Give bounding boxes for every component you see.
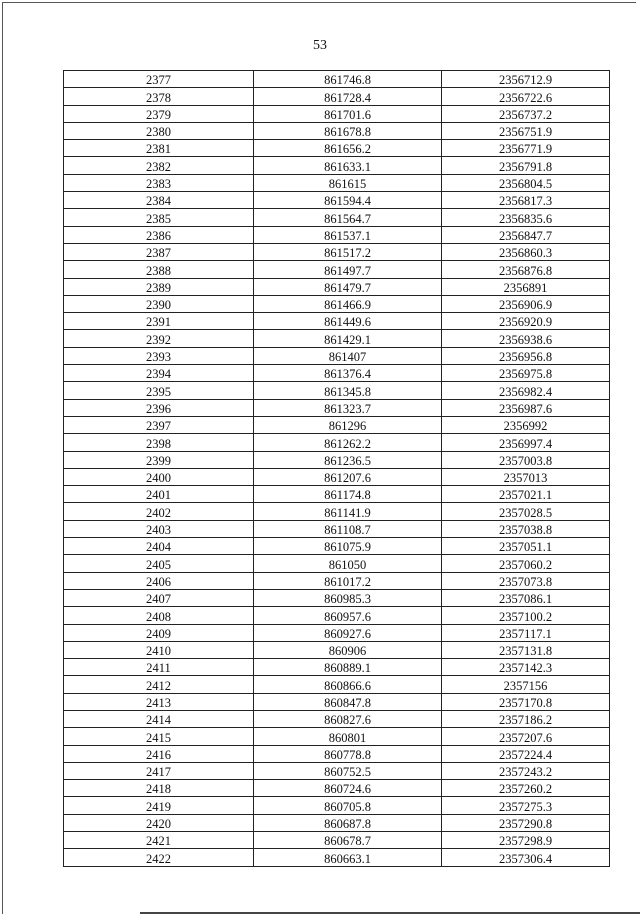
y-coordinate-cell: 2357186.2 <box>442 710 610 727</box>
point-number-cell: 2393 <box>64 347 254 364</box>
point-number-cell: 2412 <box>64 676 254 693</box>
y-coordinate-cell: 2357051.1 <box>442 538 610 555</box>
table-row <box>64 330 610 347</box>
point-number-cell: 2392 <box>64 330 254 347</box>
x-coordinate-cell: 861407 <box>254 347 442 364</box>
table-row <box>64 780 610 797</box>
x-coordinate-cell: 860827.6 <box>254 710 442 727</box>
y-coordinate-cell: 2357003.8 <box>442 451 610 468</box>
table-row <box>64 243 610 260</box>
y-coordinate-cell: 2356997.4 <box>442 434 610 451</box>
y-coordinate-cell: 2357142.3 <box>442 659 610 676</box>
x-coordinate-cell: 860678.7 <box>254 832 442 849</box>
y-coordinate-cell: 2356771.9 <box>442 140 610 157</box>
x-coordinate-cell: 860985.3 <box>254 589 442 606</box>
table-row <box>64 105 610 122</box>
x-coordinate-cell: 861108.7 <box>254 520 442 537</box>
table-row <box>64 295 610 312</box>
table-row <box>64 313 610 330</box>
y-coordinate-cell: 2356938.6 <box>442 330 610 347</box>
point-number-cell: 2380 <box>64 122 254 139</box>
x-coordinate-cell: 860957.6 <box>254 607 442 624</box>
table-row <box>64 347 610 364</box>
y-coordinate-cell: 2356860.3 <box>442 243 610 260</box>
table-row <box>64 814 610 831</box>
point-number-cell: 2390 <box>64 295 254 312</box>
table-row <box>64 693 610 710</box>
y-coordinate-cell: 2356737.2 <box>442 105 610 122</box>
table-row <box>64 434 610 451</box>
x-coordinate-cell: 860724.6 <box>254 780 442 797</box>
point-number-cell: 2396 <box>64 399 254 416</box>
page-number: 53 <box>313 38 327 53</box>
y-coordinate-cell: 2357306.4 <box>442 849 610 866</box>
table-row <box>64 710 610 727</box>
point-number-cell: 2421 <box>64 832 254 849</box>
point-number-cell: 2410 <box>64 641 254 658</box>
y-coordinate-cell: 2356906.9 <box>442 295 610 312</box>
point-number-cell: 2413 <box>64 693 254 710</box>
point-number-cell: 2399 <box>64 451 254 468</box>
y-coordinate-cell: 2357156 <box>442 676 610 693</box>
point-number-cell: 2415 <box>64 728 254 745</box>
y-coordinate-cell: 2357038.8 <box>442 520 610 537</box>
point-number-cell: 2398 <box>64 434 254 451</box>
x-coordinate-cell: 860927.6 <box>254 624 442 641</box>
y-coordinate-cell: 2356987.6 <box>442 399 610 416</box>
x-coordinate-cell: 861262.2 <box>254 434 442 451</box>
x-coordinate-cell: 861236.5 <box>254 451 442 468</box>
y-coordinate-cell: 2356722.6 <box>442 88 610 105</box>
y-coordinate-cell: 2357243.2 <box>442 762 610 779</box>
x-coordinate-cell: 861174.8 <box>254 486 442 503</box>
point-number-cell: 2416 <box>64 745 254 762</box>
table-row <box>64 797 610 814</box>
y-coordinate-cell: 2356835.6 <box>442 209 610 226</box>
x-coordinate-cell: 860866.6 <box>254 676 442 693</box>
coordinate-table-body <box>64 71 610 867</box>
point-number-cell: 2411 <box>64 659 254 676</box>
point-number-cell: 2387 <box>64 243 254 260</box>
y-coordinate-cell: 2357207.6 <box>442 728 610 745</box>
y-coordinate-cell: 2357073.8 <box>442 572 610 589</box>
table-row <box>64 572 610 589</box>
table-row <box>64 209 610 226</box>
table-row <box>64 140 610 157</box>
y-coordinate-cell: 2357013 <box>442 468 610 485</box>
y-coordinate-cell: 2357275.3 <box>442 797 610 814</box>
x-coordinate-cell: 860778.8 <box>254 745 442 762</box>
table-row <box>64 174 610 191</box>
x-coordinate-cell: 861296 <box>254 416 442 433</box>
point-number-cell: 2391 <box>64 313 254 330</box>
x-coordinate-cell: 861429.1 <box>254 330 442 347</box>
point-number-cell: 2384 <box>64 192 254 209</box>
x-coordinate-cell: 861017.2 <box>254 572 442 589</box>
point-number-cell: 2388 <box>64 261 254 278</box>
table-row <box>64 382 610 399</box>
table-row <box>64 71 610 88</box>
y-coordinate-cell: 2356817.3 <box>442 192 610 209</box>
table-row <box>64 88 610 105</box>
x-coordinate-cell: 861594.4 <box>254 192 442 209</box>
y-coordinate-cell: 2356751.9 <box>442 122 610 139</box>
point-number-cell: 2395 <box>64 382 254 399</box>
y-coordinate-cell: 2356804.5 <box>442 174 610 191</box>
point-number-cell: 2382 <box>64 157 254 174</box>
table-row <box>64 122 610 139</box>
x-coordinate-cell: 861141.9 <box>254 503 442 520</box>
table-row <box>64 607 610 624</box>
table-row <box>64 745 610 762</box>
y-coordinate-cell: 2357117.1 <box>442 624 610 641</box>
y-coordinate-cell: 2357060.2 <box>442 555 610 572</box>
point-number-cell: 2377 <box>64 71 254 88</box>
table-row <box>64 624 610 641</box>
table-row <box>64 399 610 416</box>
table-row <box>64 520 610 537</box>
point-number-cell: 2400 <box>64 468 254 485</box>
y-coordinate-cell: 2357290.8 <box>442 814 610 831</box>
point-number-cell: 2389 <box>64 278 254 295</box>
y-coordinate-cell: 2356992 <box>442 416 610 433</box>
table-row <box>64 278 610 295</box>
point-number-cell: 2408 <box>64 607 254 624</box>
table-row <box>64 503 610 520</box>
x-coordinate-cell: 861564.7 <box>254 209 442 226</box>
x-coordinate-cell: 861466.9 <box>254 295 442 312</box>
point-number-cell: 2420 <box>64 814 254 831</box>
point-number-cell: 2407 <box>64 589 254 606</box>
y-coordinate-cell: 2356791.8 <box>442 157 610 174</box>
x-coordinate-cell: 860847.8 <box>254 693 442 710</box>
y-coordinate-cell: 2356982.4 <box>442 382 610 399</box>
x-coordinate-cell: 861615 <box>254 174 442 191</box>
point-number-cell: 2404 <box>64 538 254 555</box>
table-row <box>64 157 610 174</box>
x-coordinate-cell: 860705.8 <box>254 797 442 814</box>
table-row <box>64 849 610 866</box>
y-coordinate-cell: 2356956.8 <box>442 347 610 364</box>
table-row <box>64 486 610 503</box>
table-row <box>64 762 610 779</box>
x-coordinate-cell: 861678.8 <box>254 122 442 139</box>
y-coordinate-cell: 2356975.8 <box>442 365 610 382</box>
y-coordinate-cell: 2357298.9 <box>442 832 610 849</box>
point-number-cell: 2405 <box>64 555 254 572</box>
table-row <box>64 261 610 278</box>
point-number-cell: 2378 <box>64 88 254 105</box>
table-row <box>64 192 610 209</box>
y-coordinate-cell: 2357021.1 <box>442 486 610 503</box>
point-number-cell: 2386 <box>64 226 254 243</box>
x-coordinate-cell: 861537.1 <box>254 226 442 243</box>
table-row <box>64 728 610 745</box>
point-number-cell: 2417 <box>64 762 254 779</box>
x-coordinate-cell: 861656.2 <box>254 140 442 157</box>
point-number-cell: 2397 <box>64 416 254 433</box>
x-coordinate-cell: 861633.1 <box>254 157 442 174</box>
x-coordinate-cell: 861376.4 <box>254 365 442 382</box>
y-coordinate-cell: 2357260.2 <box>442 780 610 797</box>
table-row <box>64 641 610 658</box>
point-number-cell: 2403 <box>64 520 254 537</box>
point-number-cell: 2401 <box>64 486 254 503</box>
x-coordinate-cell: 861323.7 <box>254 399 442 416</box>
table-row <box>64 832 610 849</box>
point-number-cell: 2419 <box>64 797 254 814</box>
table-row <box>64 468 610 485</box>
table-row <box>64 555 610 572</box>
x-coordinate-cell: 861345.8 <box>254 382 442 399</box>
y-coordinate-cell: 2357086.1 <box>442 589 610 606</box>
point-number-cell: 2394 <box>64 365 254 382</box>
coordinate-table <box>63 70 610 867</box>
point-number-cell: 2409 <box>64 624 254 641</box>
point-number-cell: 2379 <box>64 105 254 122</box>
point-number-cell: 2414 <box>64 710 254 727</box>
table-row <box>64 416 610 433</box>
y-coordinate-cell: 2356712.9 <box>442 71 610 88</box>
x-coordinate-cell: 861746.8 <box>254 71 442 88</box>
x-coordinate-cell: 861497.7 <box>254 261 442 278</box>
x-coordinate-cell: 860906 <box>254 641 442 658</box>
y-coordinate-cell: 2357131.8 <box>442 641 610 658</box>
x-coordinate-cell: 860663.1 <box>254 849 442 866</box>
x-coordinate-cell: 861050 <box>254 555 442 572</box>
point-number-cell: 2402 <box>64 503 254 520</box>
table-row <box>64 538 610 555</box>
point-number-cell: 2422 <box>64 849 254 866</box>
table-row <box>64 365 610 382</box>
x-coordinate-cell: 861449.6 <box>254 313 442 330</box>
x-coordinate-cell: 861701.6 <box>254 105 442 122</box>
y-coordinate-cell: 2357028.5 <box>442 503 610 520</box>
table-row <box>64 451 610 468</box>
x-coordinate-cell: 860889.1 <box>254 659 442 676</box>
x-coordinate-cell: 860752.5 <box>254 762 442 779</box>
y-coordinate-cell: 2356891 <box>442 278 610 295</box>
x-coordinate-cell: 860687.8 <box>254 814 442 831</box>
table-row <box>64 659 610 676</box>
table-row <box>64 226 610 243</box>
point-number-cell: 2385 <box>64 209 254 226</box>
y-coordinate-cell: 2357170.8 <box>442 693 610 710</box>
x-coordinate-cell: 861207.6 <box>254 468 442 485</box>
x-coordinate-cell: 861075.9 <box>254 538 442 555</box>
x-coordinate-cell: 860801 <box>254 728 442 745</box>
y-coordinate-cell: 2357224.4 <box>442 745 610 762</box>
x-coordinate-cell: 861728.4 <box>254 88 442 105</box>
x-coordinate-cell: 861479.7 <box>254 278 442 295</box>
bottom-rule <box>140 912 640 914</box>
y-coordinate-cell: 2357100.2 <box>442 607 610 624</box>
table-row <box>64 676 610 693</box>
y-coordinate-cell: 2356920.9 <box>442 313 610 330</box>
table-row <box>64 589 610 606</box>
point-number-cell: 2383 <box>64 174 254 191</box>
point-number-cell: 2381 <box>64 140 254 157</box>
point-number-cell: 2418 <box>64 780 254 797</box>
y-coordinate-cell: 2356876.8 <box>442 261 610 278</box>
x-coordinate-cell: 861517.2 <box>254 243 442 260</box>
point-number-cell: 2406 <box>64 572 254 589</box>
y-coordinate-cell: 2356847.7 <box>442 226 610 243</box>
